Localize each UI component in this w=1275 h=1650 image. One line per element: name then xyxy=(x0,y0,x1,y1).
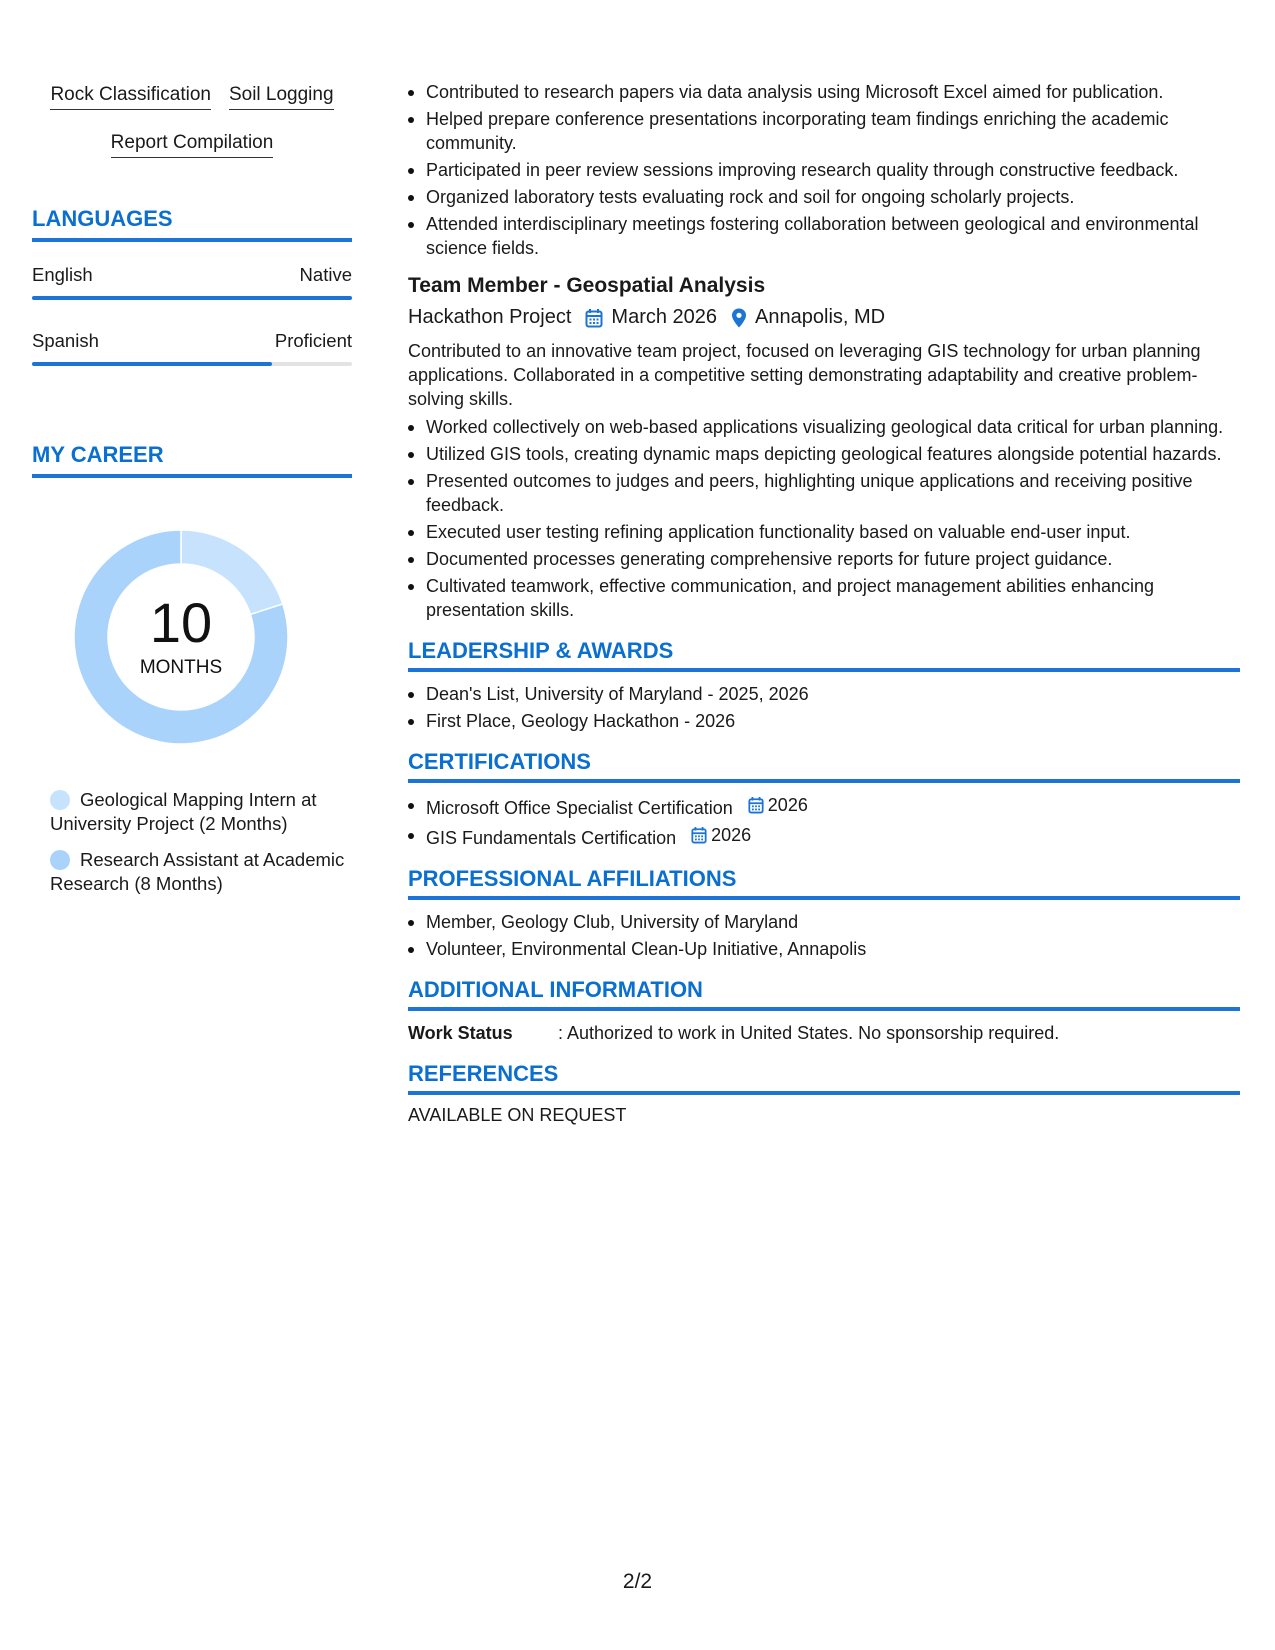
cert-year-text: 2026 xyxy=(767,795,808,815)
calendar-icon xyxy=(585,308,603,328)
legend-item xyxy=(50,788,352,836)
languages-heading: LANGUAGES xyxy=(32,206,352,242)
list-item: Dean's List, University of Maryland - 2025, 2026 xyxy=(408,682,1240,706)
list-item: Contributed to research papers via data analysis using Microsoft Excel aimed for publication. xyxy=(408,80,1240,104)
list-item xyxy=(408,793,1240,820)
previous-job-bullets xyxy=(408,80,1240,260)
calendar-icon xyxy=(691,826,707,844)
certifications-list xyxy=(408,793,1240,850)
language-item xyxy=(32,264,352,300)
work-status-value: : Authorized to work in United States. No sponsorship required. xyxy=(558,1023,1060,1043)
list-item: Utilized GIS tools, creating dynamic maps depicting geological features alongside potential hazards. xyxy=(408,442,1240,466)
references-text: AVAILABLE ON REQUEST xyxy=(408,1105,627,1125)
map-pin-icon xyxy=(731,308,747,328)
career-total-unit: MONTHS xyxy=(139,657,223,678)
skill-tag: Report Compilation xyxy=(111,132,274,158)
career-donut-chart xyxy=(66,522,296,752)
affiliations-heading: PROFESSIONAL AFFILIATIONS xyxy=(408,866,1240,900)
career-heading: MY CAREER xyxy=(32,442,352,478)
language-level: Proficient xyxy=(274,330,352,351)
right-column xyxy=(408,80,1240,1126)
career-total-value: 10 xyxy=(149,591,213,654)
affiliations-list xyxy=(408,910,1240,961)
list-item: Helped prepare conference presentations incorporating team findings enriching the academic community. xyxy=(408,107,1240,155)
page-number: 2/2 xyxy=(622,1570,653,1593)
list-item: Cultivated teamwork, effective communication, and project management abilities enhancing presentation skills. xyxy=(408,574,1240,622)
job-title: Team Member - Geospatial Analysis xyxy=(408,274,766,297)
job-meta xyxy=(408,306,1240,329)
job-org xyxy=(408,306,571,329)
language-name: Spanish xyxy=(32,330,99,351)
list-item: Documented processes generating comprehensive reports for future project guidance. xyxy=(408,547,1240,571)
list-item: Executed user testing refining application functionality based on valuable end-user input. xyxy=(408,520,1240,544)
list-item: Worked collectively on web-based applications visualizing geological data critical for urban planning. xyxy=(408,415,1240,439)
language-level-bar xyxy=(32,362,352,366)
job-bullets xyxy=(408,415,1240,622)
skill-tag: Soil Logging xyxy=(229,84,334,110)
work-status-label: Work Status xyxy=(408,1023,513,1043)
cert-year-text: 2026 xyxy=(711,825,752,845)
list-item: Attended interdisciplinary meetings fostering collaboration between geological and environmental science fields. xyxy=(408,212,1240,260)
language-item xyxy=(32,330,352,366)
job-org-text: Hackathon Project xyxy=(408,306,572,328)
language-level: Native xyxy=(299,264,352,285)
list-item: Member, Geology Club, University of Maryland xyxy=(408,910,1240,934)
skills-list xyxy=(32,84,352,158)
leadership-list xyxy=(408,682,1240,733)
certifications-heading: CERTIFICATIONS xyxy=(408,749,1240,783)
references-heading: REFERENCES xyxy=(408,1061,1240,1095)
skill-tag: Rock Classification xyxy=(50,84,211,110)
job-location xyxy=(731,306,885,329)
cert-year xyxy=(748,793,808,817)
legend-label: Geological Mapping Intern at University Project (2 Months) xyxy=(50,789,317,834)
job-location-text: Annapolis, MD xyxy=(755,306,886,328)
language-name: English xyxy=(32,264,93,285)
legend-dot xyxy=(50,850,70,870)
additional-info-heading: ADDITIONAL INFORMATION xyxy=(408,977,1240,1011)
language-level-bar xyxy=(32,296,352,300)
legend-dot xyxy=(50,790,70,810)
donut-center xyxy=(66,522,296,752)
list-item xyxy=(408,823,1240,850)
job-date xyxy=(585,306,717,329)
legend-label: Research Assistant at Academic Research (8 Months) xyxy=(50,849,345,894)
calendar-icon xyxy=(748,796,764,814)
career-legend xyxy=(32,788,352,896)
cert-name: Microsoft Office Specialist Certification xyxy=(426,798,733,818)
language-level-fill xyxy=(32,362,272,366)
cert-year xyxy=(691,823,751,847)
job-description: Contributed to an innovative team project, focused on leveraging GIS technology for urban planning applications. Collaborated in a competitive setting demonstrating adaptability and creative problem-solving skills. xyxy=(408,341,1201,409)
job-date-text: March 2026 xyxy=(611,306,718,328)
language-level-fill xyxy=(32,296,352,300)
leadership-heading: LEADERSHIP & AWARDS xyxy=(408,638,1240,672)
list-item: Organized laboratory tests evaluating rock and soil for ongoing scholarly projects. xyxy=(408,185,1240,209)
cert-name: GIS Fundamentals Certification xyxy=(426,828,677,848)
list-item: Volunteer, Environmental Clean-Up Initiative, Annapolis xyxy=(408,937,1240,961)
legend-item xyxy=(50,848,352,896)
list-item: Presented outcomes to judges and peers, highlighting unique applications and receiving positive feedback. xyxy=(408,469,1240,517)
left-column xyxy=(32,84,352,908)
work-status-row xyxy=(408,1021,1240,1045)
list-item: Participated in peer review sessions improving research quality through constructive feedback. xyxy=(408,158,1240,182)
list-item: First Place, Geology Hackathon - 2026 xyxy=(408,709,1240,733)
